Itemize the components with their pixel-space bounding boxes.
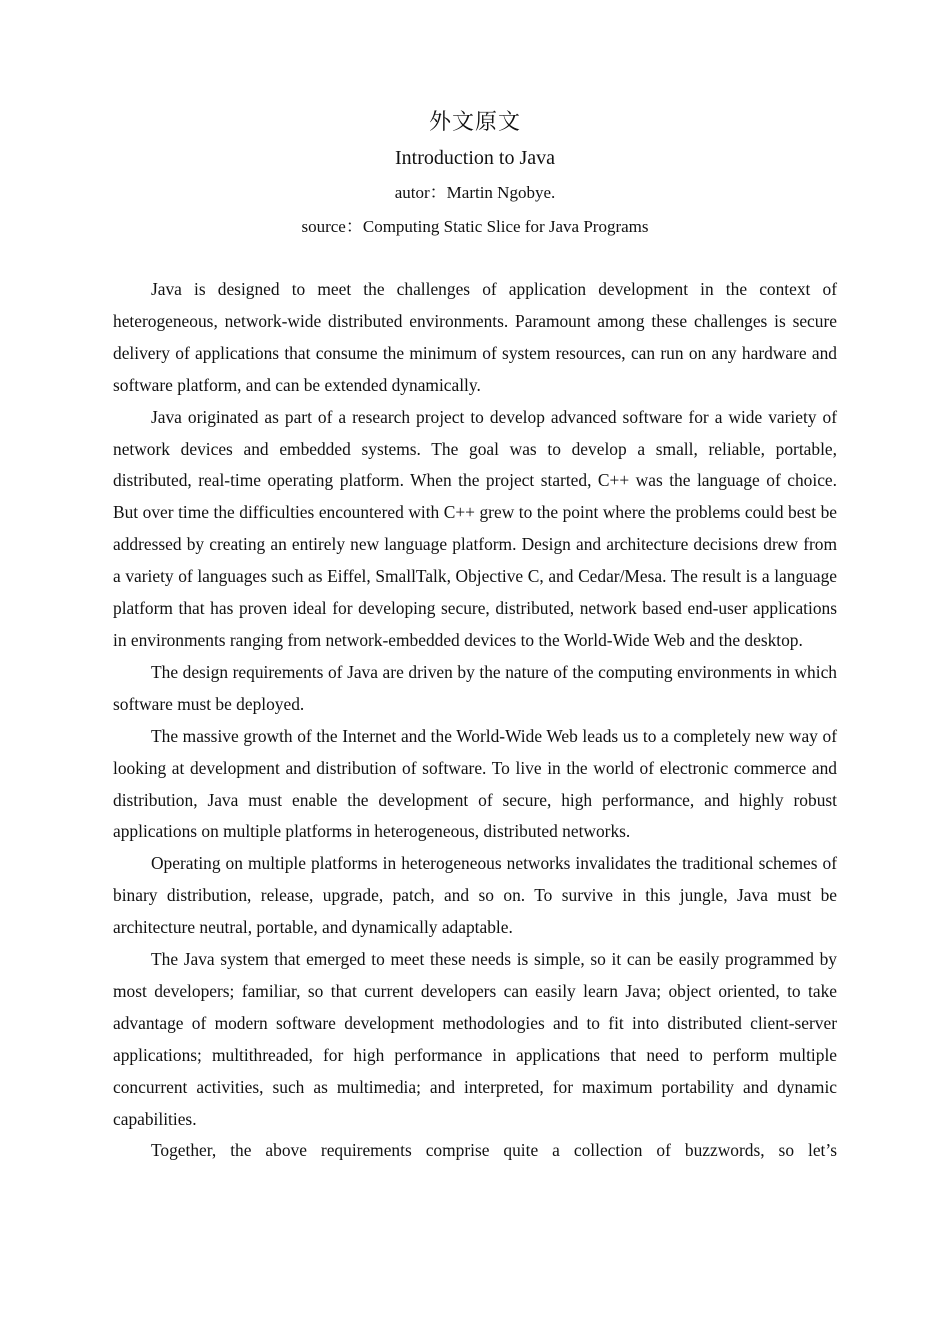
paragraph: The massive growth of the Internet and the World-Wide Web leads us to a completely new way of looking at development and distribution of software. To live in the world of electronic commerce and distribution, Java must enable the development of secure, high performance, and highly robust applications on multiple platforms in heterogeneous, distributed networks. — [113, 725, 837, 842]
document-body — [113, 274, 837, 1167]
document-header — [0, 106, 950, 244]
paragraph-truncated: Together, the above requirements comprise quite a collection of buzzwords, so let’s — [151, 1140, 837, 1161]
paragraph: The Java system that emerged to meet these needs is simple, so it can be easily programmed by most developers; familiar, so that current developers can easily learn Java; object oriented, to take advantage of modern software development methodologies and to fit into distributed client-server applications; multithreaded, for high performance in applications that need to perform multiple concurrent activities, such as multimedia; and interpreted, for maximum portability and dynamic capabilities. — [113, 949, 837, 1129]
chinese-title: 外文原文 — [428, 110, 521, 135]
paragraph: Java originated as part of a research project to develop advanced software for a wide variety of network devices and embedded systems. The goal was to develop a small, reliable, portable, distributed, real-time operating platform. When the project started, C++ was the language of choice. But over time the difficulties encountered with C++ grew to the point where the problems could best be addressed by creating an entirely new language platform. Design and architecture decisions drew from a variety of languages such as Eiffel, SmallTalk, Objective C, and Cedar/Mesa. The result is a language platform that has proven ideal for developing secure, distributed, network based end-user applications in environments ranging from network-embedded devices to the World-Wide Web and the desktop. — [113, 406, 837, 650]
document-title: Introduction to Java — [395, 147, 555, 169]
paragraph: The design requirements of Java are driven by the nature of the computing environments in which software must be deployed. — [113, 661, 837, 714]
author-line: autor：Martin Ngobye. — [394, 183, 556, 202]
paragraph: Java is designed to meet the challenges of application development in the context of heterogeneous, network-wide distributed environments. Paramount among these challenges is secure delivery of applications that consume the minimum of system resources, can run on any hardware and software platform, and can be extended dynamically. — [113, 279, 837, 395]
paragraph: Operating on multiple platforms in heterogeneous networks invalidates the traditional schemes of binary distribution, release, upgrade, patch, and so on. To survive in this jungle, Java must be architecture neutral, portable, and dynamically adaptable. — [113, 853, 837, 938]
source-line: source：Computing Static Slice for Java Programs — [301, 217, 649, 236]
